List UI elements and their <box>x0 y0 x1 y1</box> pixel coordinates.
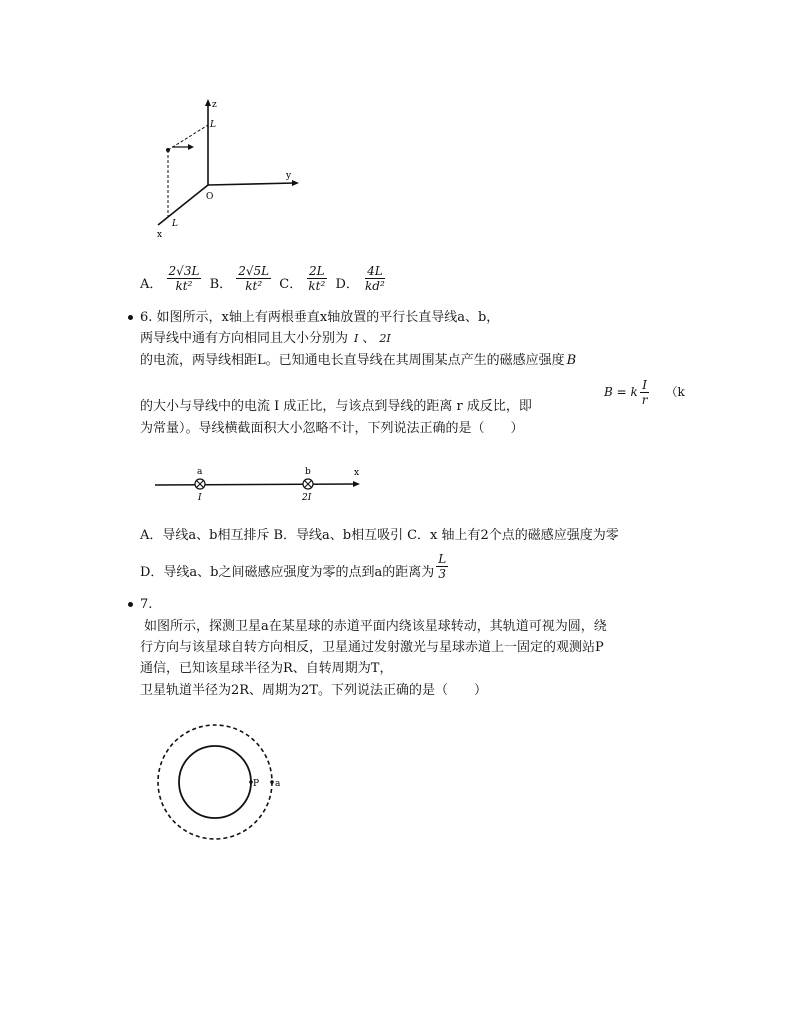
x-axis-label: x <box>354 468 360 478</box>
current-2I-label: 2I <box>302 493 312 502</box>
bullet-q6 <box>128 315 133 320</box>
x-axis-label: x <box>157 230 163 240</box>
figure-two-wires <box>150 462 370 502</box>
y-axis-label: y <box>286 171 292 181</box>
option-b-fraction: $\frac{2√5L}{\text{kt²}}$ <box>238 264 270 293</box>
wire-a-label: a <box>197 467 203 477</box>
station-P-label: P <box>253 779 260 789</box>
origin-label: O <box>206 192 214 202</box>
satellite-a-label: a <box>275 779 280 789</box>
q5-options <box>140 264 387 293</box>
q7-number: 7. <box>140 597 153 612</box>
q6-line1: 6. 如图所示，x轴上有两根垂直x轴放置的平行长直导线a、b， <box>140 310 500 325</box>
q6-line2: 两导线中通有方向相同且大小分别为 I 、 2I <box>140 331 391 346</box>
option-d-fraction: $\frac{4L}{\text{kd²}}$ <box>365 264 385 293</box>
q7-line4: 卫星轨道半径为2R、周期为2T。下列说法正确的是（ ） <box>140 683 488 698</box>
q7-line3: 通信，已知该星球半径为R、自转周期为T， <box>140 661 393 676</box>
option-c-label: C． <box>279 277 303 292</box>
L-bottom-label: L <box>172 219 178 229</box>
q6-line5: 为常量）。导线横截面积大小忽略不计，下列说法正确的是（ ） <box>140 421 524 436</box>
q7-line1: 如图所示，探测卫星a在某星球的赤道平面内绕该星球转动，其轨道可视为圆，绕 <box>144 619 607 634</box>
q6-line3: 的电流，两导线相距L。已知通电长直导线在其周围某点产生的磁感应强度 B <box>140 353 577 368</box>
q6-formula: B = k $\frac{I}{r}$ （k <box>604 378 685 407</box>
current-I-label: I <box>198 493 202 502</box>
figure-3d-axes <box>150 95 310 240</box>
q6-options-abc <box>140 527 619 544</box>
wire-b-label: b <box>305 467 311 477</box>
option-a-fraction: $\frac{2√3L}{\text{kt²}}$ <box>168 264 200 293</box>
q6-option-b: B．导线a、b相互吸引 <box>273 528 404 543</box>
L-top-label: L <box>210 120 216 130</box>
q6-line4: 的大小与导线中的电流 I 成正比，与该点到导线的距离 r 成反比，即 <box>140 399 532 414</box>
bullet-q7 <box>128 602 133 607</box>
option-a-label: A． <box>140 277 163 292</box>
option-d-label: D． <box>335 277 359 292</box>
q6-option-d: D．导线a、b之间磁感应强度为零的点到a的距离为 $\frac{L}{3}$ <box>140 552 447 581</box>
q7-line2: 行方向与该星球自转方向相反，卫星通过发射激光与星球赤道上一固定的观测站P <box>140 640 604 655</box>
option-b-label: B． <box>209 277 233 292</box>
option-c-fraction: $\frac{2L}{\text{kt²}}$ <box>308 264 326 293</box>
q6-option-a: A．导线a、b相互排斥 <box>140 528 270 543</box>
figure-orbit <box>150 720 280 850</box>
z-axis-label: z <box>212 100 217 110</box>
q6-option-c: C．x 轴上有2个点的磁感应强度为零 <box>407 528 619 543</box>
